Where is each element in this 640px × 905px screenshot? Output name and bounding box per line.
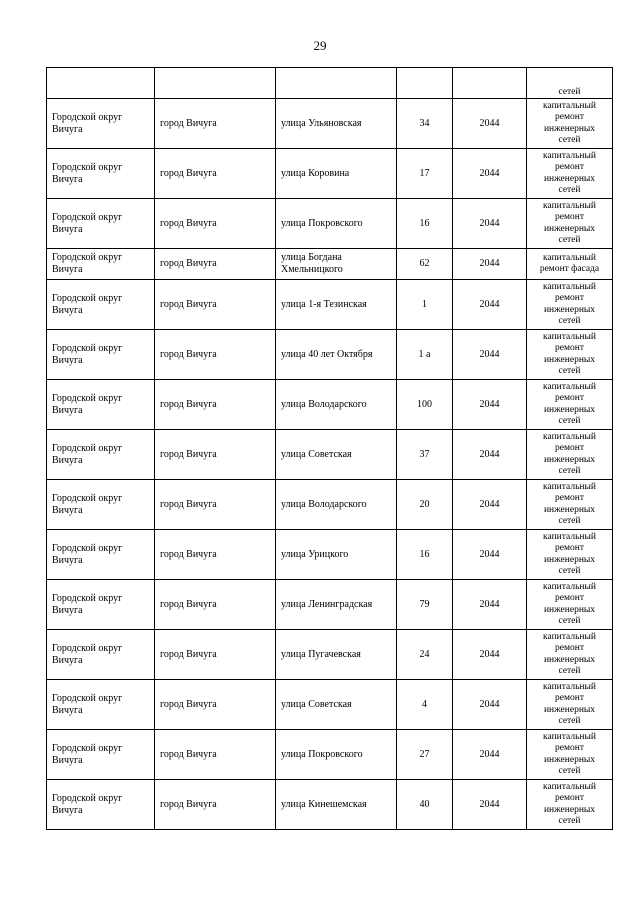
page-number: 29	[313, 38, 327, 53]
cell-year: 2044	[453, 480, 527, 530]
cell-district: Городской округ Вичуга	[47, 780, 155, 830]
cell-year: 2044	[453, 380, 527, 430]
cell-city: город Вичуга	[155, 780, 276, 830]
cell-district: Городской округ Вичуга	[47, 480, 155, 530]
cell-city: город Вичуга	[155, 730, 276, 780]
cell-street: улица Володарского	[276, 380, 397, 430]
cell-work: капитальный ремонт инженерных сетей	[527, 580, 613, 630]
table-row	[47, 330, 613, 380]
cell-district	[47, 68, 155, 99]
table-row	[47, 580, 613, 630]
cell-work: капитальный ремонт фасада	[527, 249, 613, 280]
cell-city: город Вичуга	[155, 149, 276, 199]
cell-district: Городской округ Вичуга	[47, 280, 155, 330]
cell-district: Городской округ Вичуга	[47, 730, 155, 780]
cell-city: город Вичуга	[155, 680, 276, 730]
table-row	[47, 630, 613, 680]
cell-street: улица Пугачевская	[276, 630, 397, 680]
cell-city: город Вичуга	[155, 630, 276, 680]
table-row-carryover	[47, 68, 613, 99]
cell-work: капитальный ремонт инженерных сетей	[527, 630, 613, 680]
cell-city: город Вичуга	[155, 99, 276, 149]
cell-year: 2044	[453, 680, 527, 730]
cell-year: 2044	[453, 280, 527, 330]
cell-street: улица 1-я Тезинская	[276, 280, 397, 330]
cell-street: улица Володарского	[276, 480, 397, 530]
cell-work: капитальный ремонт инженерных сетей	[527, 199, 613, 249]
cell-work: капитальный ремонт инженерных сетей	[527, 430, 613, 480]
cell-year: 2044	[453, 249, 527, 280]
table-row	[47, 99, 613, 149]
cell-city: город Вичуга	[155, 530, 276, 580]
cell-city: город Вичуга	[155, 199, 276, 249]
cell-house: 62	[397, 249, 453, 280]
cell-district: Городской округ Вичуга	[47, 580, 155, 630]
cell-work: капитальный ремонт инженерных сетей	[527, 99, 613, 149]
cell-house: 1 а	[397, 330, 453, 380]
cell-house: 79	[397, 580, 453, 630]
cell-house: 16	[397, 530, 453, 580]
cell-street: улица Покровского	[276, 199, 397, 249]
cell-year: 2044	[453, 530, 527, 580]
cell-street: улица Кинешемская	[276, 780, 397, 830]
cell-street: улица Ленинградская	[276, 580, 397, 630]
table-row	[47, 430, 613, 480]
cell-street: улица Ульяновская	[276, 99, 397, 149]
cell-city: город Вичуга	[155, 280, 276, 330]
table-row	[47, 530, 613, 580]
cell-year: 2044	[453, 330, 527, 380]
cell-house: 17	[397, 149, 453, 199]
cell-house: 16	[397, 199, 453, 249]
cell-street: улица Урицкого	[276, 530, 397, 580]
cell-district: Городской округ Вичуга	[47, 680, 155, 730]
cell-year: 2044	[453, 580, 527, 630]
table-row	[47, 480, 613, 530]
cell-district: Городской округ Вичуга	[47, 530, 155, 580]
cell-house: 4	[397, 680, 453, 730]
cell-district: Городской округ Вичуга	[47, 99, 155, 149]
cell-city	[155, 68, 276, 99]
cell-district: Городской округ Вичуга	[47, 199, 155, 249]
cell-house: 34	[397, 99, 453, 149]
cell-work: капитальный ремонт инженерных сетей	[527, 480, 613, 530]
cell-house: 37	[397, 430, 453, 480]
table-row	[47, 149, 613, 199]
cell-house: 20	[397, 480, 453, 530]
table-row	[47, 199, 613, 249]
table-row	[47, 249, 613, 280]
cell-year: 2044	[453, 430, 527, 480]
cell-house: 27	[397, 730, 453, 780]
cell-city: город Вичуга	[155, 480, 276, 530]
cell-house	[397, 68, 453, 99]
cell-year	[453, 68, 527, 99]
cell-city: город Вичуга	[155, 580, 276, 630]
cell-work: капитальный ремонт инженерных сетей	[527, 530, 613, 580]
cell-house: 24	[397, 630, 453, 680]
cell-work: капитальный ремонт инженерных сетей	[527, 730, 613, 780]
cell-work: капитальный ремонт инженерных сетей	[527, 680, 613, 730]
table-row	[47, 280, 613, 330]
table-row	[47, 780, 613, 830]
cell-district: Городской округ Вичуга	[47, 430, 155, 480]
cell-street: улица Коровина	[276, 149, 397, 199]
cell-work: капитальный ремонт инженерных сетей	[527, 780, 613, 830]
cell-street: улица Советская	[276, 430, 397, 480]
cell-district: Городской округ Вичуга	[47, 630, 155, 680]
cell-district: Городской округ Вичуга	[47, 149, 155, 199]
cell-street	[276, 68, 397, 99]
cell-year: 2044	[453, 199, 527, 249]
cell-district: Городской округ Вичуга	[47, 249, 155, 280]
cell-year: 2044	[453, 99, 527, 149]
housing-repair-table	[46, 67, 613, 830]
cell-district: Городской округ Вичуга	[47, 380, 155, 430]
cell-work: капитальный ремонт инженерных сетей	[527, 330, 613, 380]
cell-street: улица 40 лет Октября	[276, 330, 397, 380]
cell-work: капитальный ремонт инженерных сетей	[527, 280, 613, 330]
table-row	[47, 680, 613, 730]
table-row	[47, 730, 613, 780]
cell-house: 1	[397, 280, 453, 330]
cell-district: Городской округ Вичуга	[47, 330, 155, 380]
cell-work: капитальный ремонт инженерных сетей	[527, 380, 613, 430]
cell-street: улица Покровского	[276, 730, 397, 780]
table-row	[47, 380, 613, 430]
cell-year: 2044	[453, 730, 527, 780]
cell-city: город Вичуга	[155, 249, 276, 280]
cell-house: 40	[397, 780, 453, 830]
cell-city: город Вичуга	[155, 330, 276, 380]
cell-work: капитальный ремонт инженерных сетей	[527, 149, 613, 199]
cell-year: 2044	[453, 149, 527, 199]
cell-city: город Вичуга	[155, 430, 276, 480]
cell-city: город Вичуга	[155, 380, 276, 430]
cell-house: 100	[397, 380, 453, 430]
cell-year: 2044	[453, 630, 527, 680]
cell-street: улица Советская	[276, 680, 397, 730]
cell-year: 2044	[453, 780, 527, 830]
cell-work: сетей	[527, 68, 613, 99]
cell-street: улица Богдана Хмельницкого	[276, 249, 397, 280]
